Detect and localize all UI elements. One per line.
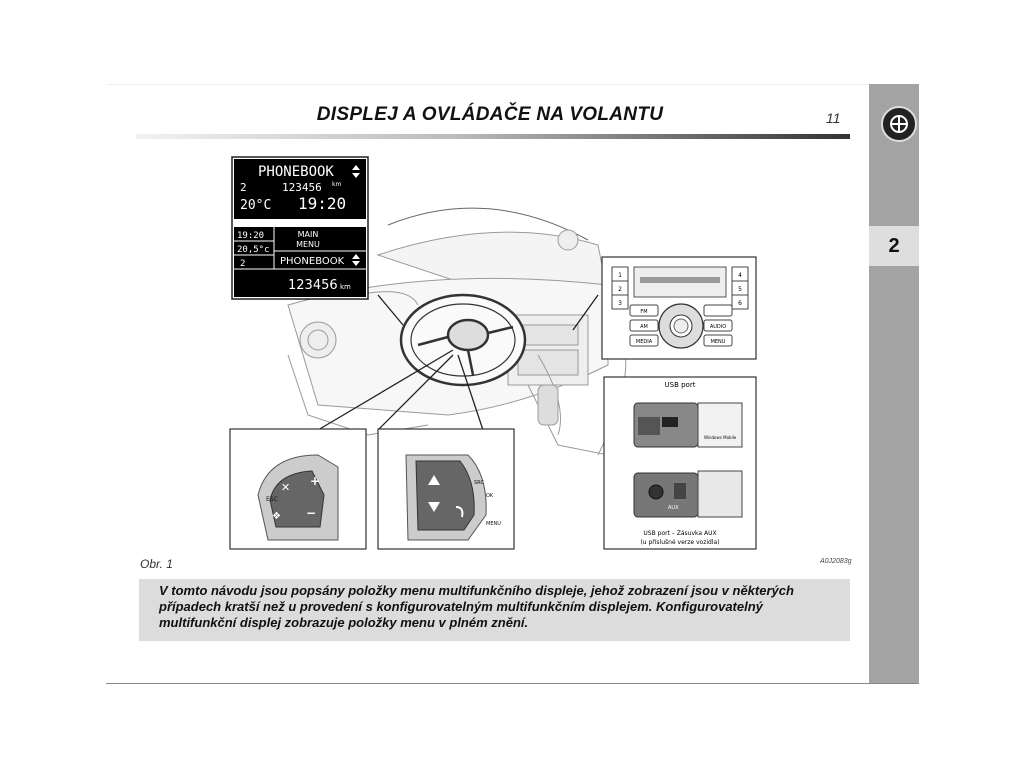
usb-caption-line2: (u příslušné verze vozidla) <box>640 539 720 546</box>
volume-down-button: − <box>306 506 317 520</box>
am-button: AM <box>640 324 648 330</box>
usb-panel <box>604 377 756 549</box>
note-text: V tomto návodu jsou popsány položky menu multifunkčního displeje, jehož zobrazení jsou v některých případech kratší než u provedení s konfigurovatelným multifunkčním displejem. Konfigurovatelný multifunkční displej zobrazuje položky menu v plném znění. <box>159 583 794 630</box>
esc-label: ESC <box>266 496 278 503</box>
display-top-odo-unit: km <box>332 181 342 188</box>
radio-panel <box>602 257 756 359</box>
mute-icon: ✕ <box>281 481 291 494</box>
top-rule <box>106 84 869 85</box>
preset-button-3: 3 <box>618 300 622 307</box>
note-box <box>139 579 850 641</box>
dashboard-figure <box>228 155 760 550</box>
preset-button-2: 2 <box>618 286 622 293</box>
display-top-time: 19:20 <box>298 194 347 213</box>
display-top-temp: 20°C <box>240 198 272 213</box>
display-top-trip: 2 <box>240 181 247 194</box>
display-bottom-time: 19:20 <box>237 231 265 241</box>
menu-label: MENU <box>486 521 501 527</box>
chapter-sidebar <box>869 84 919 684</box>
aux-label: AUX <box>668 505 679 511</box>
display-bottom-label: PHONEBOOK <box>280 256 345 267</box>
figure-code: A0J2083g <box>820 558 852 565</box>
display-top-odometer: 123456 <box>282 181 322 194</box>
voice-icon: ❖ <box>272 511 281 522</box>
preset-button-4: 4 <box>738 272 742 279</box>
src-label: SRC <box>474 480 484 486</box>
steering-controls-left <box>230 429 366 549</box>
preset-button-1: 1 <box>618 272 622 279</box>
page-title: DISPLEJ A OVLÁDAČE NA VOLANTU <box>316 104 664 125</box>
preset-button-6: 6 <box>738 300 742 307</box>
display-bottom-odo-unit: km <box>340 283 351 291</box>
display-bottom-temp: 20,5°c <box>237 245 270 255</box>
bottom-rule <box>106 683 919 684</box>
title-rule <box>136 134 850 139</box>
chapter-tab[interactable]: 2 <box>869 226 919 266</box>
display-top-label: PHONEBOOK <box>258 164 334 180</box>
brand-logo-icon <box>881 106 917 142</box>
menu-button: MENU <box>710 339 726 345</box>
usb-caption-line1: USB port – Zásuvka AUX <box>643 530 717 537</box>
display-bottom-odometer: 123456 <box>288 278 338 293</box>
usb-heading: USB port <box>664 381 696 389</box>
volume-up-button: + <box>310 474 321 488</box>
media-button: MEDIA <box>635 339 653 345</box>
steering-controls-right <box>378 429 514 549</box>
windows-mobile-sticker: Windows Mobile <box>704 435 737 440</box>
audio-button: AUDIO <box>709 324 727 330</box>
figure-caption: Obr. 1 <box>140 557 173 571</box>
preset-button-5: 5 <box>738 286 742 293</box>
display-bottom-gear: 2 <box>240 259 246 269</box>
display-bottom-menu-line2: MENU <box>296 240 320 249</box>
fm-button: FM <box>640 309 648 315</box>
display-bottom-menu-line1: MAIN <box>297 230 319 239</box>
trip-display-panel <box>232 157 368 299</box>
page-number: 11 <box>826 110 841 126</box>
ok-label: OK <box>486 493 494 499</box>
